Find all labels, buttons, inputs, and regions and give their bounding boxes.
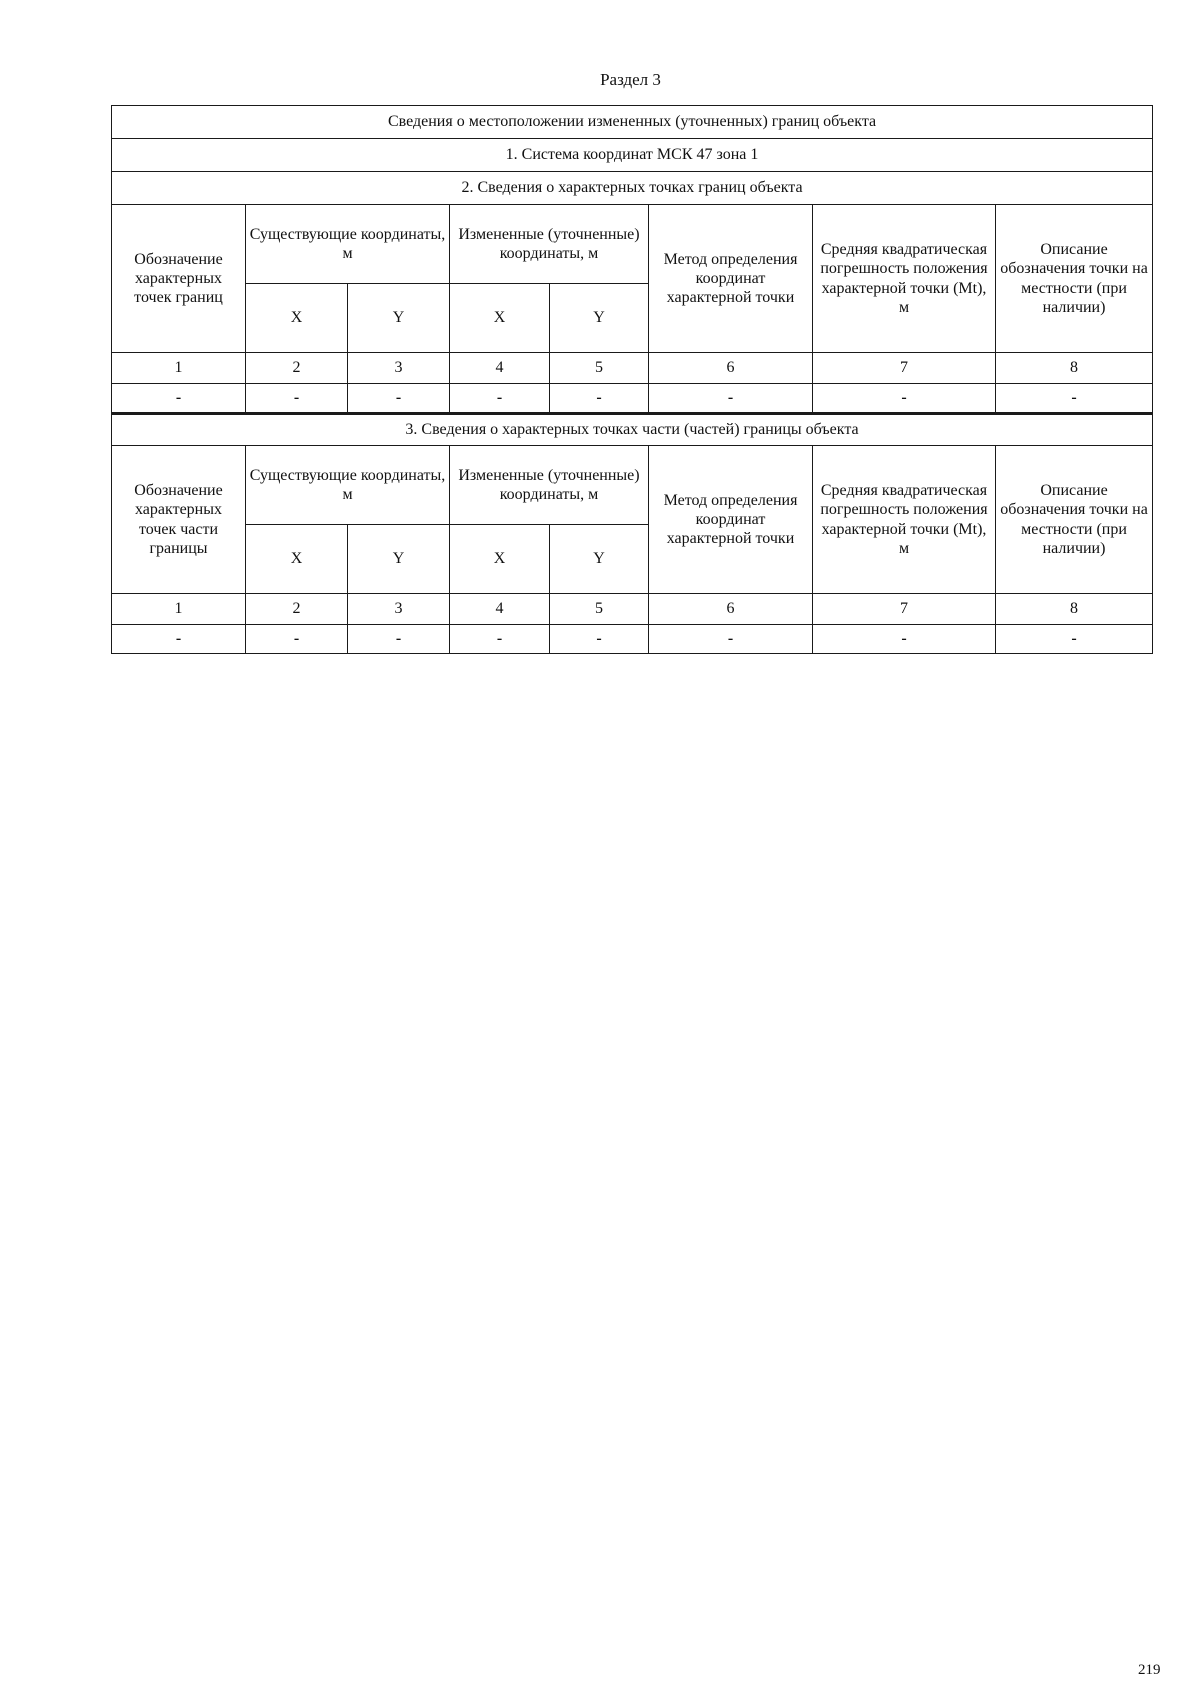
table-cell: - [649, 384, 813, 414]
column-number: 1 [112, 594, 246, 625]
table-cell: - [112, 384, 246, 414]
table-cell: - [348, 384, 450, 414]
part2-header-method: Метод определения координат характерной точки [649, 205, 813, 353]
column-number: 1 [112, 353, 246, 384]
part2-header-existing-x: X [246, 284, 348, 353]
part2-header-description: Описание обозначения точки на местности (при наличии) [996, 205, 1153, 353]
part3-header-error: Средняя квадратическая погрешность положения характерной точки (Mt), м [813, 446, 996, 594]
column-number: 2 [246, 353, 348, 384]
table-cell: - [550, 625, 649, 654]
column-number: 5 [550, 353, 649, 384]
part3-header-changed-y: Y [550, 525, 649, 594]
table-row [112, 384, 1153, 414]
part2-header-existing: Существующие координаты, м [246, 205, 450, 284]
column-number: 3 [348, 353, 450, 384]
table-cell: - [348, 625, 450, 654]
table-cell: - [450, 384, 550, 414]
part3-header-changed: Измененные (уточненные) координаты, м [450, 446, 649, 525]
part3-header-method: Метод определения координат характерной точки [649, 446, 813, 594]
table-row [112, 625, 1153, 654]
table-cell: - [246, 384, 348, 414]
part3-title: 3. Сведения о характерных точках части (частей) границы объекта [112, 414, 1153, 446]
column-number: 3 [348, 594, 450, 625]
part2-header-changed-x: X [450, 284, 550, 353]
table-cell: - [813, 625, 996, 654]
part2-title: 2. Сведения о характерных точках границ объекта [112, 172, 1153, 205]
table-cell: - [649, 625, 813, 654]
part2-column-numbers [112, 353, 1153, 384]
part2-header-existing-y: Y [348, 284, 450, 353]
column-number: 8 [996, 353, 1153, 384]
part3-header-existing-x: X [246, 525, 348, 594]
table-cell: - [996, 625, 1153, 654]
part2-header-designation: Обозначение характерных точек границ [112, 205, 246, 353]
part3-header-existing: Существующие координаты, м [246, 446, 450, 525]
column-number: 6 [649, 594, 813, 625]
part2-header-changed: Измененные (уточненные) координаты, м [450, 205, 649, 284]
table-cell: - [246, 625, 348, 654]
table-cell: - [550, 384, 649, 414]
column-number: 2 [246, 594, 348, 625]
part2-header-error: Средняя квадратическая погрешность положения характерной точки (Mt), м [813, 205, 996, 353]
table-cell: - [996, 384, 1153, 414]
part3-column-numbers [112, 594, 1153, 625]
page-number: 219 [1138, 1662, 1161, 1678]
table-cell: - [450, 625, 550, 654]
table-cell: - [813, 384, 996, 414]
column-number: 6 [649, 353, 813, 384]
boundary-table [111, 105, 1153, 654]
part3-header-designation: Обозначение характерных точек части границы [112, 446, 246, 594]
section-title: Раздел 3 [600, 70, 661, 89]
part2-header-changed-y: Y [550, 284, 649, 353]
table-title: Сведения о местоположении измененных (уточненных) границ объекта [112, 106, 1153, 139]
part3-header-changed-x: X [450, 525, 550, 594]
table-cell: - [112, 625, 246, 654]
column-number: 8 [996, 594, 1153, 625]
column-number: 7 [813, 353, 996, 384]
column-number: 5 [550, 594, 649, 625]
part3-header-existing-y: Y [348, 525, 450, 594]
part3-header-description: Описание обозначения точки на местности (при наличии) [996, 446, 1153, 594]
column-number: 4 [450, 594, 550, 625]
column-number: 7 [813, 594, 996, 625]
column-number: 4 [450, 353, 550, 384]
coord-system: 1. Система координат МСК 47 зона 1 [112, 139, 1153, 172]
